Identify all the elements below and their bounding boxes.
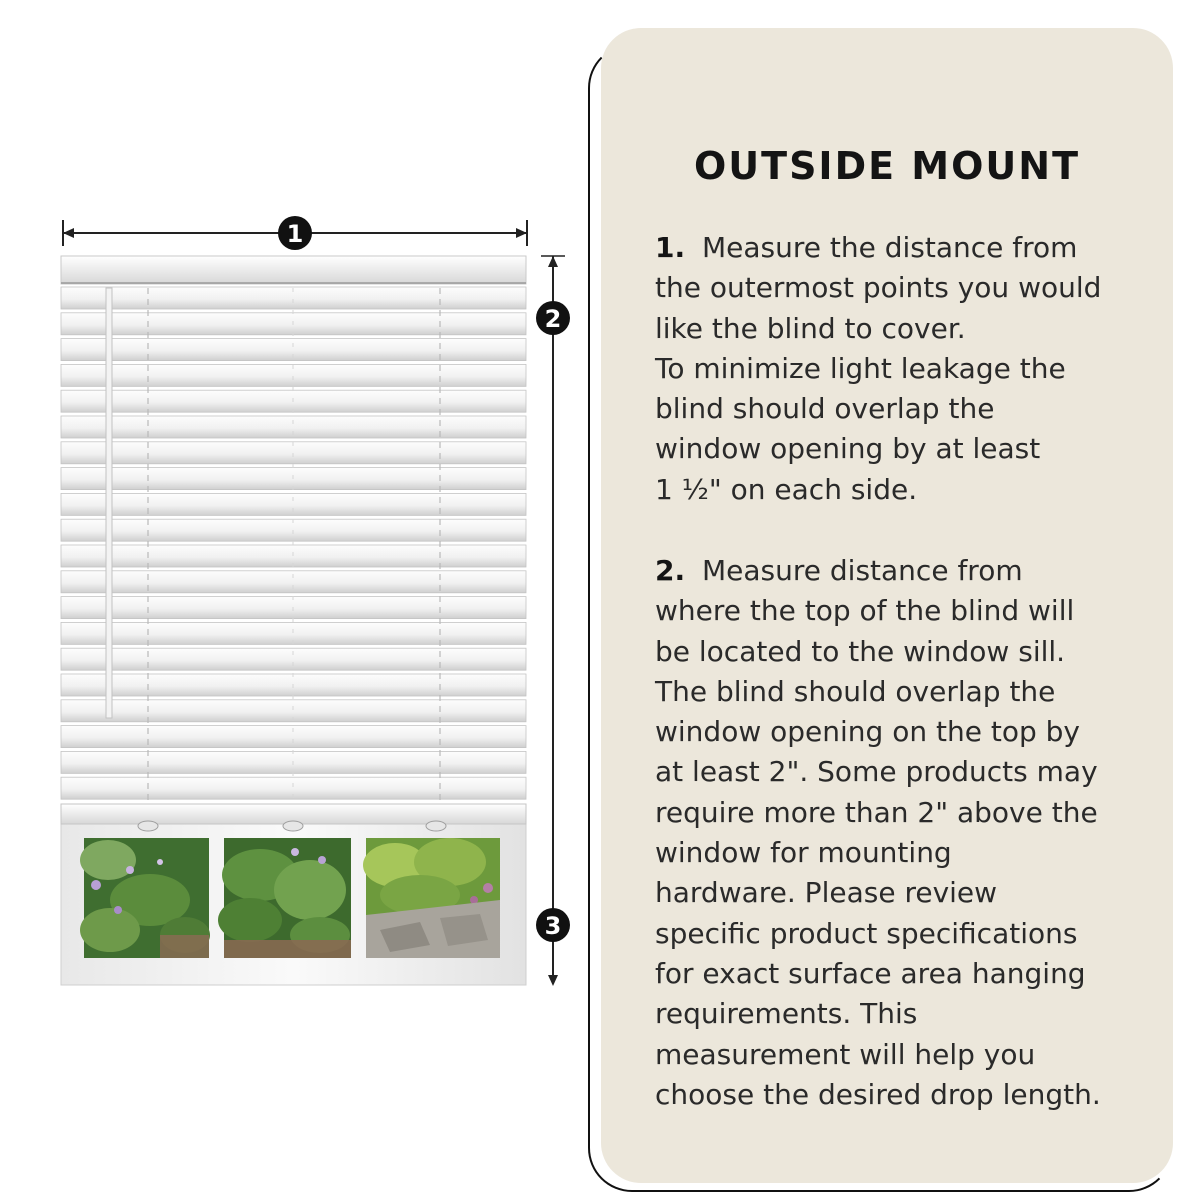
svg-text:1: 1 — [286, 220, 304, 248]
tilt-wand — [106, 288, 112, 718]
step-1 — [655, 228, 1155, 510]
window-panes — [80, 838, 500, 958]
head-rail — [61, 256, 526, 284]
step-1-line: 1 ½" on each side. — [655, 472, 918, 506]
step-2-line: window for mounting — [655, 836, 952, 870]
step-1-number: 1. — [655, 231, 686, 264]
step-2 — [655, 551, 1155, 1115]
height-dimension — [541, 256, 565, 986]
step-2-line: for exact surface area hanging — [655, 956, 1086, 990]
window-pane-left — [80, 838, 210, 958]
step-2-line: at least 2". Some products may — [655, 755, 1098, 789]
step-1-line: Measure the distance from — [702, 231, 1078, 264]
step-1-line: To minimize light leakage the — [655, 351, 1066, 385]
card-title: OUTSIDE MOUNT — [693, 144, 1081, 188]
step-2-line: choose the desired drop length. — [655, 1077, 1101, 1111]
step-1-line: like the blind to cover. — [655, 311, 966, 345]
step-2-line: where the top of the blind will — [655, 594, 1075, 628]
step-2-line: be located to the window sill. — [655, 634, 1066, 668]
blind-illustration — [0, 0, 590, 1200]
step-2-line: hardware. Please review — [655, 876, 998, 910]
marker-3 — [536, 908, 570, 942]
step-2-line: specific product specifications — [655, 916, 1078, 950]
step-2-line: window opening on the top by — [655, 715, 1080, 749]
step-2-line: require more than 2" above the — [655, 795, 1098, 829]
window-pane-right — [363, 838, 500, 958]
step-1-line: blind should overlap the — [655, 392, 995, 426]
step-2-line: Measure distance from — [702, 554, 1023, 587]
step-2-line: measurement will help you — [655, 1037, 1036, 1071]
window-pane-middle — [218, 838, 351, 958]
svg-text:3: 3 — [544, 912, 562, 940]
instruction-card — [601, 28, 1173, 1183]
step-2-number: 2. — [655, 554, 686, 587]
step-2-line: requirements. This — [655, 997, 918, 1031]
svg-text:2: 2 — [544, 305, 562, 333]
blind-slat — [61, 493, 526, 515]
marker-1 — [278, 216, 312, 250]
step-2-line: The blind should overlap the — [655, 674, 1056, 708]
marker-2 — [536, 301, 570, 335]
step-1-line: the outermost points you would — [655, 271, 1102, 305]
step-1-line: window opening by at least — [655, 432, 1041, 466]
